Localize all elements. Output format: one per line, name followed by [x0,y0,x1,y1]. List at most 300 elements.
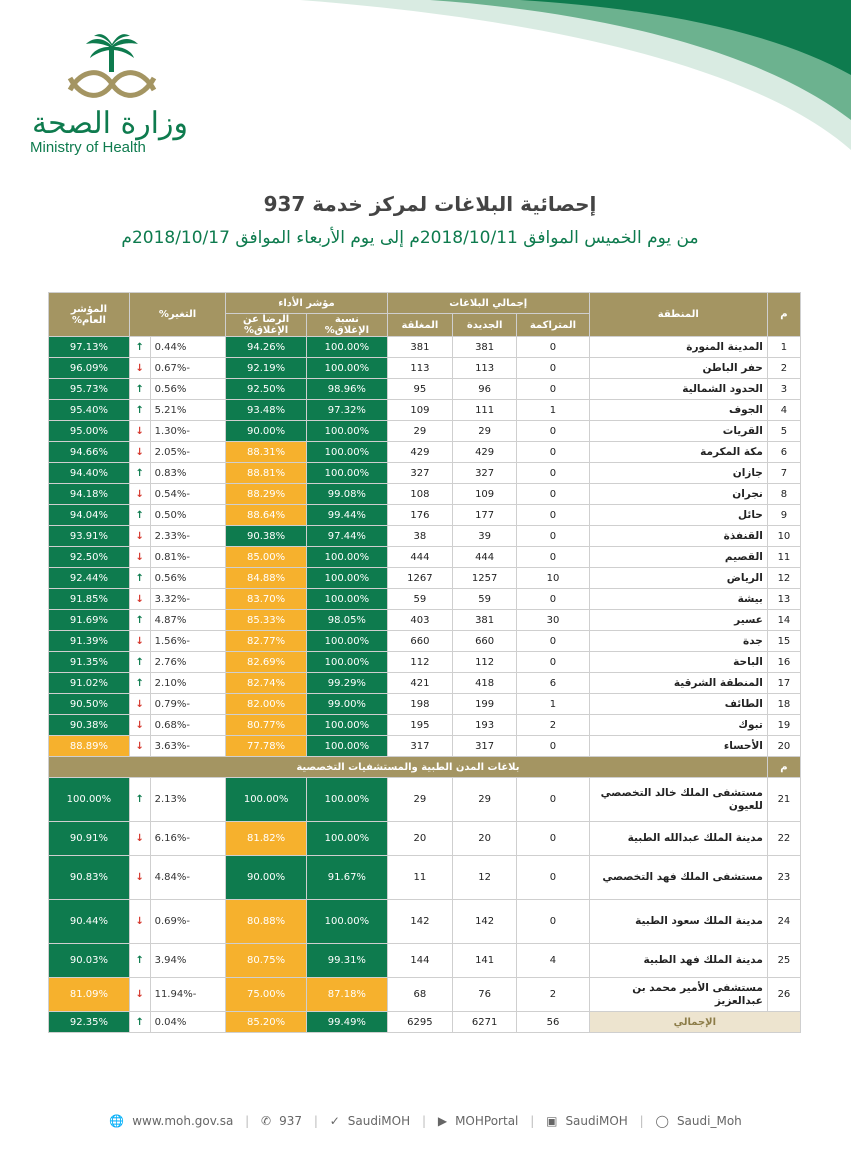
hospitals-table-body [49,778,801,1012]
accumulated-value: 0 [517,900,590,944]
new-value: 112 [453,652,517,673]
closure-rate-value: 100.00% [306,589,387,610]
closed-value: 403 [387,610,452,631]
arrow-up-icon: ↑ [129,673,150,694]
arrow-down-icon: ↓ [129,694,150,715]
ministry-name-english: Ministry of Health [30,139,146,156]
moh-logo [30,34,200,174]
accumulated-value: 2 [517,978,590,1012]
overall-index-value: 92.35% [49,1012,130,1033]
new-value: 59 [453,589,517,610]
overall-index-value: 94.18% [49,484,130,505]
phone-icon: ✆ [261,1114,272,1128]
accumulated-value: 0 [517,652,590,673]
overall-index-value: 94.04% [49,505,130,526]
arrow-up-icon: ↑ [129,778,150,822]
arrow-down-icon: ↓ [129,442,150,463]
table-row [49,856,801,900]
closure-rate-value: 99.31% [306,944,387,978]
table-row [49,673,801,694]
snapchat-icon: ◯ [655,1114,669,1128]
change-value: 3.94% [150,944,226,978]
closure-rate-value: 100.00% [306,358,387,379]
satisfaction-value: 80.88% [226,900,307,944]
row-number: 26 [767,978,800,1012]
section-m-label: م [767,757,800,778]
accumulated-value: 2 [517,715,590,736]
closure-rate-value: 99.49% [306,1012,387,1033]
satisfaction-value: 82.00% [226,694,307,715]
facebook-icon: ▣ [546,1114,558,1128]
satisfaction-value: 80.75% [226,944,307,978]
arrow-up-icon: ↑ [129,379,150,400]
overall-index-value: 92.50% [49,547,130,568]
overall-index-value: 91.69% [49,610,130,631]
footer-facebook[interactable]: SaudiMOH [565,1114,628,1128]
col-group-performance: مؤشر الأداء [226,293,388,314]
web-icon: 🌐 [109,1114,125,1128]
change-value: -0.54% [150,484,226,505]
new-value: 660 [453,631,517,652]
col-header-new: الجديدة [453,314,517,337]
accumulated-value: 6 [517,673,590,694]
region-name: الحدود الشمالية [589,379,767,400]
youtube-icon: ▶ [437,1114,448,1128]
report-date-range: من يوم الخميس الموافق 2018/10/11م إلى يوم الأربعاء الموافق 2018/10/17م [121,228,699,248]
closed-value: 176 [387,505,452,526]
arrow-up-icon: ↑ [129,400,150,421]
overall-index-value: 81.09% [49,978,130,1012]
closed-value: 144 [387,944,452,978]
table-row [49,694,801,715]
closed-value: 429 [387,442,452,463]
accumulated-value: 10 [517,568,590,589]
region-name: المنطقة الشرقية [589,673,767,694]
table-row [49,822,801,856]
row-number: 25 [767,944,800,978]
change-value: -0.69% [150,900,226,944]
new-value: 113 [453,358,517,379]
new-value: 193 [453,715,517,736]
new-value: 381 [453,337,517,358]
row-number: 19 [767,715,800,736]
new-value: 96 [453,379,517,400]
row-number: 18 [767,694,800,715]
closed-value: 95 [387,379,452,400]
col-header-accumulated: المتراكمة [517,314,590,337]
closure-rate-value: 99.00% [306,694,387,715]
closure-rate-value: 97.44% [306,526,387,547]
arrow-up-icon: ↑ [129,568,150,589]
satisfaction-value: 82.77% [226,631,307,652]
total-table-body [49,1012,801,1033]
change-value: -11.94% [150,978,226,1012]
change-value: 0.56% [150,568,226,589]
change-value: -0.79% [150,694,226,715]
overall-index-value: 91.35% [49,652,130,673]
overall-index-value: 93.91% [49,526,130,547]
accumulated-value: 0 [517,631,590,652]
closed-value: 6295 [387,1012,452,1033]
closure-rate-value: 100.00% [306,652,387,673]
table-row [49,358,801,379]
table-row [49,631,801,652]
region-name: القريات [589,421,767,442]
row-number: 9 [767,505,800,526]
closed-value: 198 [387,694,452,715]
change-value: 2.76% [150,652,226,673]
reports-statistics-table [48,292,801,1033]
region-name: مدينة الملك سعود الطبية [589,900,767,944]
footer-snapchat[interactable]: Saudi_Moh [676,1114,742,1128]
new-value: 109 [453,484,517,505]
table-row [49,944,801,978]
accumulated-value: 0 [517,484,590,505]
new-value: 29 [453,421,517,442]
satisfaction-value: 88.64% [226,505,307,526]
new-value: 177 [453,505,517,526]
col-header-overall: المؤشر العام% [49,293,130,337]
region-name: جدة [589,631,767,652]
region-name: عسير [589,610,767,631]
row-number: 17 [767,673,800,694]
col-group-total-reports: إجمالي البلاغات [387,293,589,314]
closure-rate-value: 91.67% [306,856,387,900]
closure-rate-value: 98.96% [306,379,387,400]
arrow-down-icon: ↓ [129,900,150,944]
overall-index-value: 88.89% [49,736,130,757]
new-value: 39 [453,526,517,547]
row-number: 24 [767,900,800,944]
satisfaction-value: 92.50% [226,379,307,400]
arrow-down-icon: ↓ [129,715,150,736]
accumulated-value: 0 [517,526,590,547]
row-number: 15 [767,631,800,652]
regions-table-body [49,337,801,757]
row-number: 5 [767,421,800,442]
satisfaction-value: 100.00% [226,778,307,822]
new-value: 20 [453,822,517,856]
row-number: 23 [767,856,800,900]
row-number: 4 [767,400,800,421]
satisfaction-value: 77.78% [226,736,307,757]
new-value: 317 [453,736,517,757]
overall-index-value: 91.85% [49,589,130,610]
accumulated-value: 30 [517,610,590,631]
table-row [49,547,801,568]
row-number: 16 [767,652,800,673]
arrow-down-icon: ↓ [129,589,150,610]
region-name: مدينة الملك عبدالله الطبية [589,822,767,856]
footer-phone[interactable]: 937 [279,1114,303,1128]
overall-index-value: 100.00% [49,778,130,822]
closure-rate-value: 100.00% [306,337,387,358]
arrow-down-icon: ↓ [129,526,150,547]
change-value: 2.13% [150,778,226,822]
table-row [49,900,801,944]
region-name: مستشفى الأمير محمد بن عبدالعزيز [589,978,767,1012]
closed-value: 112 [387,652,452,673]
col-header-closure-rate: نسبة الإغلاق% [306,314,387,337]
col-header-satisfaction: الرضا عن الإغلاق% [226,314,307,337]
overall-index-value: 95.40% [49,400,130,421]
satisfaction-value: 80.77% [226,715,307,736]
new-value: 1257 [453,568,517,589]
region-name: جازان [589,463,767,484]
region-name: مدينة الملك فهد الطبية [589,944,767,978]
accumulated-value: 0 [517,547,590,568]
region-name: الباحة [589,652,767,673]
overall-index-value: 96.09% [49,358,130,379]
overall-index-value: 90.50% [49,694,130,715]
overall-index-value: 90.03% [49,944,130,978]
arrow-down-icon: ↓ [129,736,150,757]
closure-rate-value: 100.00% [306,900,387,944]
closure-rate-value: 99.08% [306,484,387,505]
closed-value: 327 [387,463,452,484]
new-value: 199 [453,694,517,715]
satisfaction-value: 90.00% [226,421,307,442]
region-name: الرياض [589,568,767,589]
closure-rate-value: 98.05% [306,610,387,631]
arrow-up-icon: ↑ [129,463,150,484]
overall-index-value: 94.66% [49,442,130,463]
new-value: 327 [453,463,517,484]
accumulated-value: 4 [517,944,590,978]
footer-youtube[interactable]: MOHPortal [455,1114,519,1128]
satisfaction-value: 84.88% [226,568,307,589]
change-value: -0.81% [150,547,226,568]
accumulated-value: 56 [517,1012,590,1033]
change-value: 0.04% [150,1012,226,1033]
overall-index-value: 90.44% [49,900,130,944]
region-name: القنفذة [589,526,767,547]
change-value: -2.33% [150,526,226,547]
region-name: الطائف [589,694,767,715]
closed-value: 113 [387,358,452,379]
accumulated-value: 0 [517,856,590,900]
arrow-down-icon: ↓ [129,822,150,856]
row-number: 7 [767,463,800,484]
satisfaction-value: 85.00% [226,547,307,568]
overall-index-value: 91.02% [49,673,130,694]
satisfaction-value: 93.48% [226,400,307,421]
region-name: حائل [589,505,767,526]
accumulated-value: 0 [517,463,590,484]
row-number: 13 [767,589,800,610]
change-value: -2.05% [150,442,226,463]
arrow-down-icon: ↓ [129,547,150,568]
arrow-up-icon: ↑ [129,610,150,631]
satisfaction-value: 81.82% [226,822,307,856]
row-number: 3 [767,379,800,400]
overall-index-value: 95.00% [49,421,130,442]
closure-rate-value: 100.00% [306,778,387,822]
col-header-change: التغير% [129,293,225,337]
accumulated-value: 1 [517,400,590,421]
accumulated-value: 0 [517,778,590,822]
closure-rate-value: 99.44% [306,505,387,526]
row-number: 8 [767,484,800,505]
row-number: 1 [767,337,800,358]
satisfaction-value: 88.81% [226,463,307,484]
row-number: 12 [767,568,800,589]
accumulated-value: 0 [517,379,590,400]
arrow-down-icon: ↓ [129,358,150,379]
arrow-up-icon: ↑ [129,1012,150,1033]
table-row [49,421,801,442]
closure-rate-value: 87.18% [306,978,387,1012]
closed-value: 142 [387,900,452,944]
change-value: -0.67% [150,358,226,379]
section-title: بلاغات المدن الطبية والمستشفيات التخصصية [49,757,768,778]
closed-value: 660 [387,631,452,652]
table-row [49,337,801,358]
closure-rate-value: 100.00% [306,547,387,568]
arrow-down-icon: ↓ [129,856,150,900]
table-row [49,379,801,400]
closure-rate-value: 100.00% [306,442,387,463]
table-row [49,505,801,526]
closed-value: 29 [387,421,452,442]
twitter-icon: ✓ [329,1114,340,1128]
closed-value: 11 [387,856,452,900]
col-header-closed: المغلقة [387,314,452,337]
closed-value: 29 [387,778,452,822]
overall-index-value: 97.13% [49,337,130,358]
satisfaction-value: 94.26% [226,337,307,358]
row-number: 22 [767,822,800,856]
table-row [49,736,801,757]
overall-index-value: 92.44% [49,568,130,589]
arrow-down-icon: ↓ [129,978,150,1012]
change-value: 0.50% [150,505,226,526]
new-value: 418 [453,673,517,694]
region-name: تبوك [589,715,767,736]
change-value: 4.87% [150,610,226,631]
row-number: 20 [767,736,800,757]
closure-rate-value: 100.00% [306,715,387,736]
closure-rate-value: 100.00% [306,631,387,652]
new-value: 381 [453,610,517,631]
new-value: 141 [453,944,517,978]
satisfaction-value: 75.00% [226,978,307,1012]
closure-rate-value: 100.00% [306,463,387,484]
change-value: -1.56% [150,631,226,652]
closed-value: 444 [387,547,452,568]
change-value: 2.10% [150,673,226,694]
arrow-up-icon: ↑ [129,505,150,526]
satisfaction-value: 82.69% [226,652,307,673]
region-name: الجوف [589,400,767,421]
change-value: -6.16% [150,822,226,856]
overall-index-value: 94.40% [49,463,130,484]
report-title: إحصائية البلاغات لمركز خدمة 937 [263,192,597,216]
col-header-region: المنطقة [589,293,767,337]
row-number: 6 [767,442,800,463]
row-number: 2 [767,358,800,379]
closed-value: 421 [387,673,452,694]
table-row [49,442,801,463]
row-number: 14 [767,610,800,631]
closure-rate-value: 100.00% [306,421,387,442]
satisfaction-value: 85.20% [226,1012,307,1033]
closure-rate-value: 99.29% [306,673,387,694]
new-value: 429 [453,442,517,463]
overall-index-value: 90.83% [49,856,130,900]
region-name: القصيم [589,547,767,568]
table-row [49,568,801,589]
new-value: 142 [453,900,517,944]
accumulated-value: 0 [517,822,590,856]
accumulated-value: 0 [517,337,590,358]
closure-rate-value: 97.32% [306,400,387,421]
table-row [49,610,801,631]
new-value: 12 [453,856,517,900]
change-value: -4.84% [150,856,226,900]
overall-index-value: 91.39% [49,631,130,652]
satisfaction-value: 85.33% [226,610,307,631]
arrow-down-icon: ↓ [129,484,150,505]
satisfaction-value: 90.38% [226,526,307,547]
footer-website[interactable]: www.moh.gov.sa [132,1114,234,1128]
satisfaction-value: 92.19% [226,358,307,379]
closed-value: 108 [387,484,452,505]
footer-contacts: 🌐 www.moh.gov.sa | ✆ 937 | ✓ SaudiMOH | ▶ MOHPortal | ▣ SaudiMOH | ◯ Saudi_Moh [109,1114,742,1128]
change-value: -3.32% [150,589,226,610]
total-label: الإجمالي [589,1012,800,1033]
new-value: 6271 [453,1012,517,1033]
accumulated-value: 0 [517,736,590,757]
row-number: 21 [767,778,800,822]
satisfaction-value: 88.29% [226,484,307,505]
table-row [49,526,801,547]
overall-index-value: 95.73% [49,379,130,400]
region-name: بيشة [589,589,767,610]
closed-value: 38 [387,526,452,547]
change-value: 5.21% [150,400,226,421]
closed-value: 68 [387,978,452,1012]
table-row [49,715,801,736]
overall-index-value: 90.91% [49,822,130,856]
table-row [49,652,801,673]
footer-twitter[interactable]: SaudiMOH [347,1114,411,1128]
new-value: 76 [453,978,517,1012]
satisfaction-value: 90.00% [226,856,307,900]
region-name: مستشفى الملك خالد التخصصي للعيون [589,778,767,822]
table-row [49,400,801,421]
total-row [49,1012,801,1033]
arrow-up-icon: ↑ [129,944,150,978]
region-name: المدينة المنورة [589,337,767,358]
section-header-row [49,757,801,778]
accumulated-value: 0 [517,505,590,526]
satisfaction-value: 82.74% [226,673,307,694]
accumulated-value: 1 [517,694,590,715]
table-row [49,484,801,505]
table-row [49,589,801,610]
change-value: -3.63% [150,736,226,757]
closed-value: 195 [387,715,452,736]
closure-rate-value: 100.00% [306,736,387,757]
closure-rate-value: 100.00% [306,568,387,589]
accumulated-value: 0 [517,421,590,442]
table-row [49,978,801,1012]
new-value: 444 [453,547,517,568]
new-value: 111 [453,400,517,421]
region-name: الأحساء [589,736,767,757]
region-name: حفر الباطن [589,358,767,379]
